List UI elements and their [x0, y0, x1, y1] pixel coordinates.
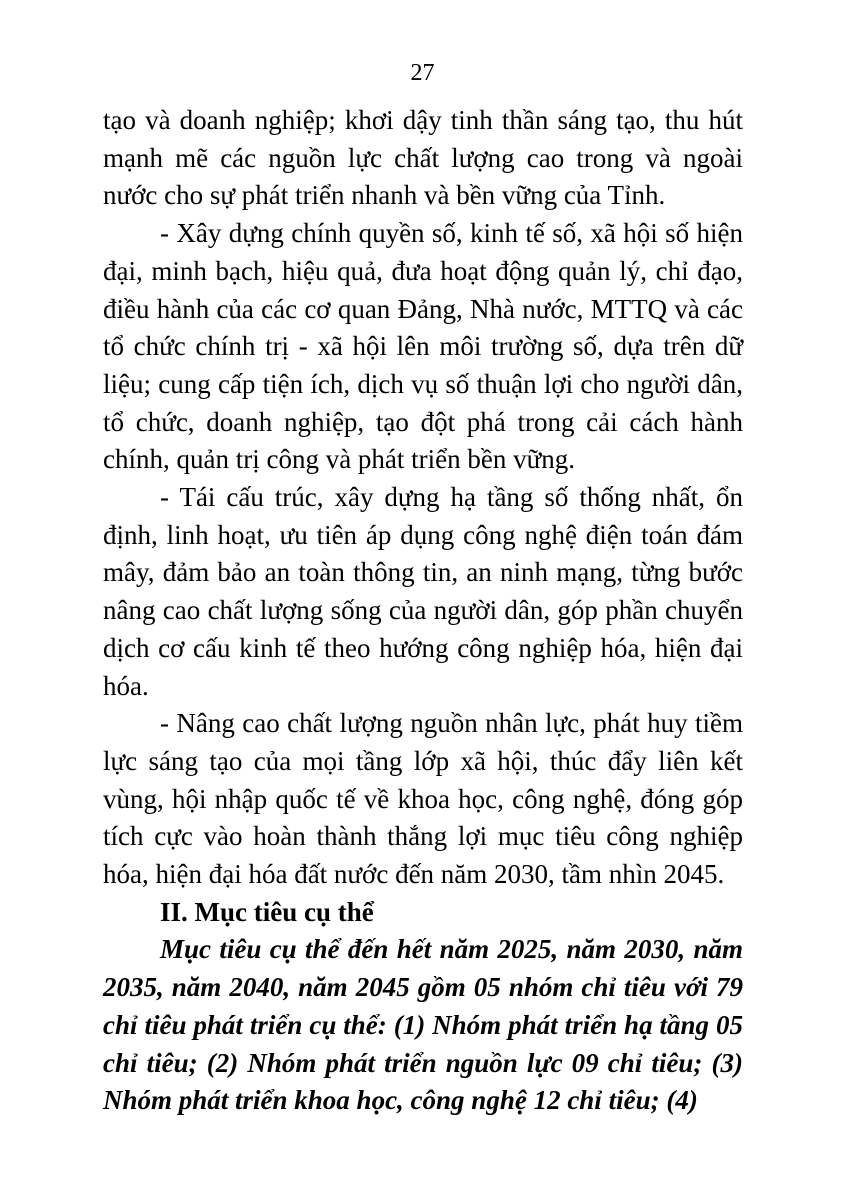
page-number: 27 — [410, 60, 435, 86]
paragraph-human-resources: - Nâng cao chất lượng nguồn nhân lực, phát huy tiềm lực sáng tạo của mọi tầng lớp xã hội, thúc đẩy liên kết vùng, hội nhập quốc tế về khoa học, công nghệ, đóng góp tích cực vào hoàn thành thắng lợi mục tiêu công nghiệp hóa, hiện đại hóa đất nước đến năm 2030, tầm nhìn 2045. — [103, 708, 743, 890]
section-intro: Mục tiêu cụ thể đến hết năm 2025, năm 2030, năm 2035, năm 2040, năm 2045 gồm 05 nhóm chỉ tiêu với 79 chỉ tiêu phát triển cụ thể: (1) Nhóm phát triển hạ tầng 05 chỉ tiêu; (2) Nhóm phát triển nguồn lực 09 chỉ tiêu; (3) Nhóm phát triển khoa học, công nghệ 12 chỉ tiêu; (4) — [103, 934, 743, 1116]
section-heading: II. Mục tiêu cụ thể — [160, 896, 374, 927]
paragraph-digital-government: - Xây dựng chính quyền số, kinh tế số, xã hội số hiện đại, minh bạch, hiệu quả, đưa hoạt động quản lý, chỉ đạo, điều hành của các cơ quan Đảng, Nhà nước, MTTQ và các tổ chức chính trị - xã hội lên môi trường số, dựa trên dữ liệu; cung cấp tiện ích, dịch vụ số thuận lợi cho người dân, tổ chức, doanh nghiệp, tạo đột phá trong cải cách hành chính, quản trị công và phát triển bền vững. — [103, 218, 743, 475]
body-text — [103, 102, 743, 1120]
paragraph-continuation: tạo và doanh nghiệp; khơi dậy tinh thần sáng tạo, thu hút mạnh mẽ các nguồn lực chất lượng cao trong và ngoài nước cho sự phát triển nhanh và bền vững của Tỉnh. — [103, 105, 743, 211]
paragraph-digital-infrastructure: - Tái cấu trúc, xây dựng hạ tầng số thống nhất, ổn định, linh hoạt, ưu tiên áp dụng công nghệ điện toán đám mây, đảm bảo an toàn thông tin, an ninh mạng, từng bước nâng cao chất lượng sống của người dân, góp phần chuyển dịch cơ cấu kinh tế theo hướng công nghiệp hóa, hiện đại hóa. — [103, 482, 743, 701]
